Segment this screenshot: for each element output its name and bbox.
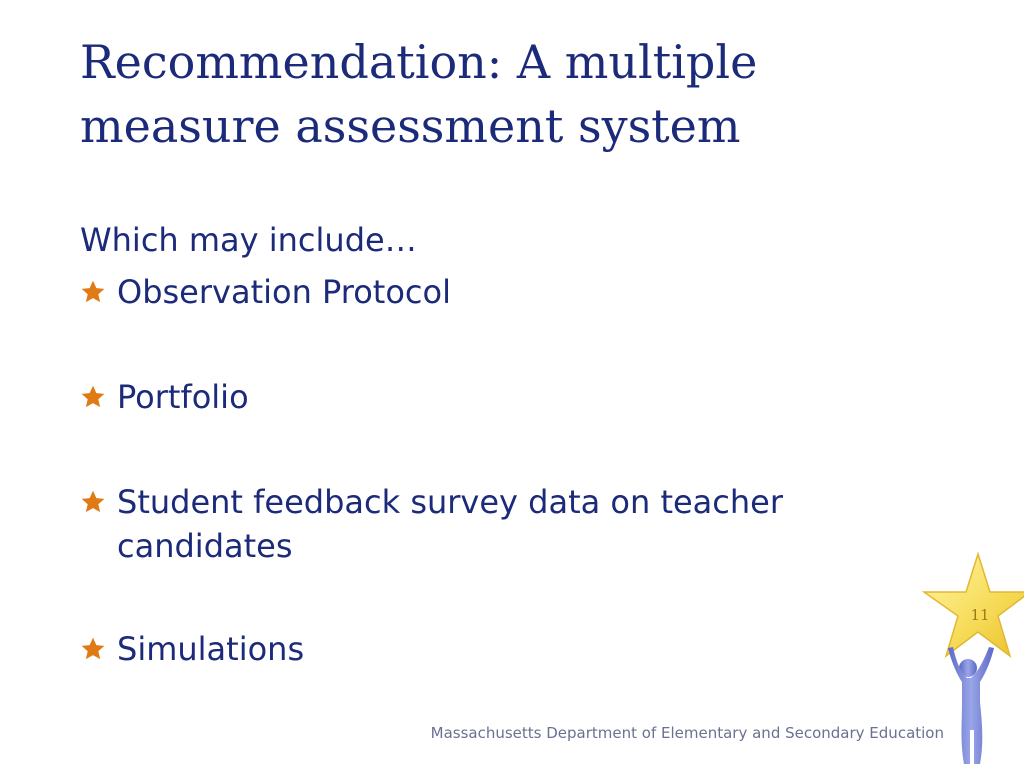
bullet-label: Simulations	[117, 630, 305, 668]
star-icon	[80, 375, 110, 419]
footer-text: Massachusetts Department of Elementary and Secondary Education	[430, 724, 944, 742]
intro-text: Which may include…	[80, 221, 417, 259]
bullet-label: Portfolio	[117, 378, 249, 416]
bullet-item-observation-protocol	[80, 270, 860, 314]
star-icon	[80, 627, 110, 671]
person-holding-star-icon	[918, 552, 1024, 768]
page-number: 11	[970, 606, 990, 624]
bullet-item-simulations	[80, 627, 860, 671]
bullet-label: Student feedback survey data on teacher candidates	[117, 483, 783, 565]
bullet-item-student-feedback	[80, 480, 860, 568]
bullet-label: Observation Protocol	[117, 273, 451, 311]
star-icon	[80, 270, 110, 314]
star-icon	[80, 480, 110, 524]
bullet-item-portfolio	[80, 375, 860, 419]
slide-title: Recommendation: A multiple measure assessment system	[80, 35, 758, 153]
